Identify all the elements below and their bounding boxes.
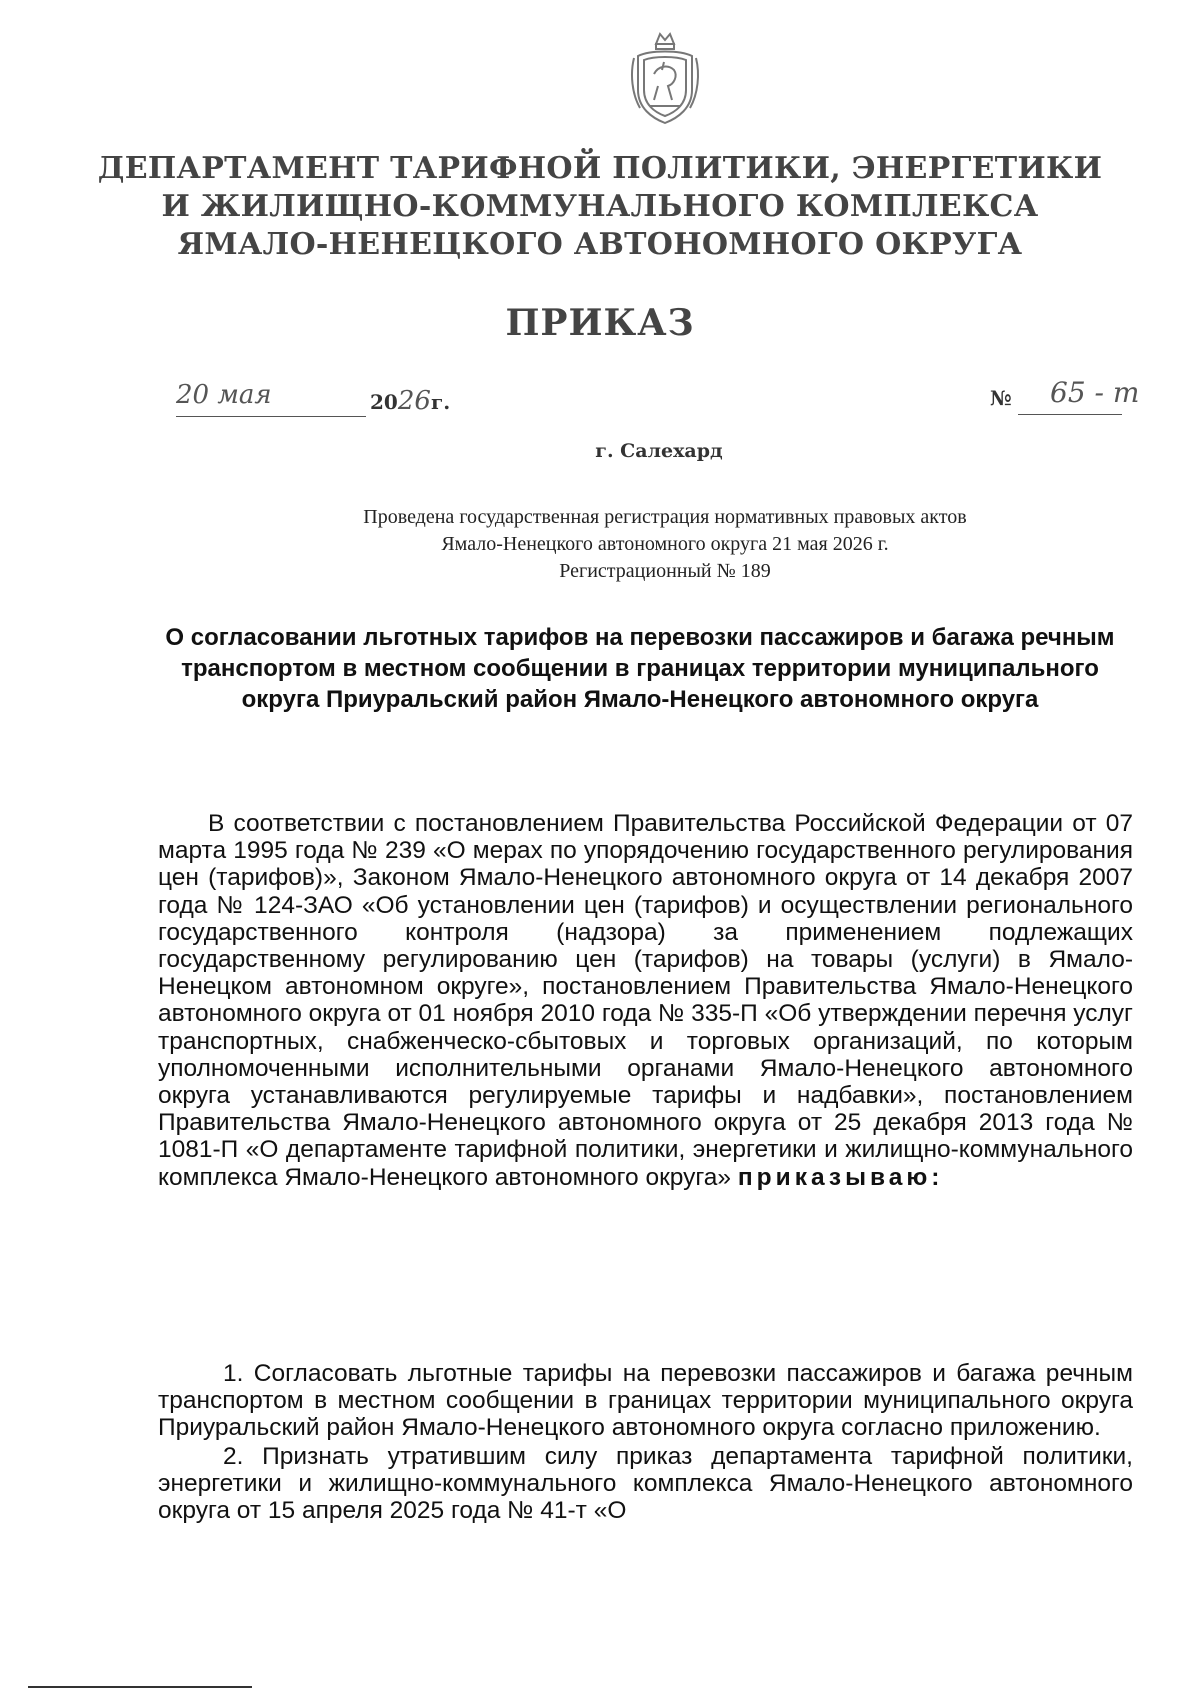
preamble-text: В соответствии с постановлением Правительства Российской Федерации от 07 марта 1995 года № 239 «О мерах по упорядочению государственного регулирования цен (тарифов)», Законом Ямало-Ненецкого автономного округа от 14 декабря 2007 года № 124-ЗАО «Об установлении цен (тарифов) и осуществлении регионального государственного контроля (надзора) за применением подлежащих государственному регулированию цен (тарифов) на товары (услуги) в Ямало-Ненецком автономном округе», постановлением Правительства Ямало-Ненецкого автономного округа от 01 ноября 2010 года № 335-П «Об утверждении перечня услуг транспортных, снабженческо-сбытовых и торговых организаций, по которым уполномоченными исполнительными органами Ямало-Ненецкого автономного округа устанавливаются регулируемые тарифы и надбавки», постановлением Правительства Ямало-Ненецкого автономного округа от 25 декабря 2013 года № 1081-П «О департаменте тарифной политики, энергетики и жилищно-коммунального комплекса Ямало-Ненецкого автономного округа» [158,810,1133,1191]
order-item-1: 1. Согласовать льготные тарифы на перевозки пассажиров и багажа речным транспортом в местном сообщении в границах территории муниципального округа Приуральский район Ямало-Ненецкого автономного округа согласно приложению. [158,1360,1133,1442]
registration-stamp [0,504,1200,585]
city: г. Салехард [595,440,723,462]
department-line-1: ДЕПАРТАМЕНТ ТАРИФНОЙ ПОЛИТИКИ, ЭНЕРГЕТИКИ [97,151,1103,186]
preamble-paragraph [158,810,1133,1191]
department-line-2: И ЖИЛИЩНО-КОММУНАЛЬНОГО КОМПЛЕКСА [161,189,1039,224]
order-item-2: 2. Признать утратившим силу приказ департамента тарифной политики, энергетики и жилищно-коммунального комплекса Ямало-Ненецкого автономного округа от 15 апреля 2025 года № 41-т «О [158,1443,1133,1525]
year-prefix: 20 [370,390,398,414]
department-name [0,150,1200,264]
order-word: приказываю: [737,1163,944,1191]
city-line [0,440,1200,462]
order-subject: О согласовании льготных тарифов на перевозки пассажиров и багажа речным транспортом в местном сообщении в границах территории муниципального округа Приуральский район Ямало-Ненецкого автономного округа [165,624,1115,713]
document-type-title: ПРИКАЗ [505,302,695,344]
order-number-label: № [990,386,1012,410]
handwritten-date: 20 мая [176,380,272,410]
handwritten-year: 26 [397,386,431,416]
registration-line-1: Проведена государственная регистрация нормативных правовых актов [363,506,967,528]
order-date [176,380,272,410]
footnote-separator [28,1686,252,1688]
order-year [370,386,450,416]
registration-line-2: Ямало-Ненецкого автономного округа 21 мая 2026 г. [441,533,889,555]
year-suffix: г. [430,390,451,414]
registration-line-3: Регистрационный № 189 [559,560,771,582]
department-line-3: ЯМАЛО-НЕНЕЦКОГО АВТОНОМНОГО ОКРУГА [177,227,1023,262]
coat-of-arms-emblem [628,30,702,126]
handwritten-order-number: 65 - т [1050,376,1140,409]
